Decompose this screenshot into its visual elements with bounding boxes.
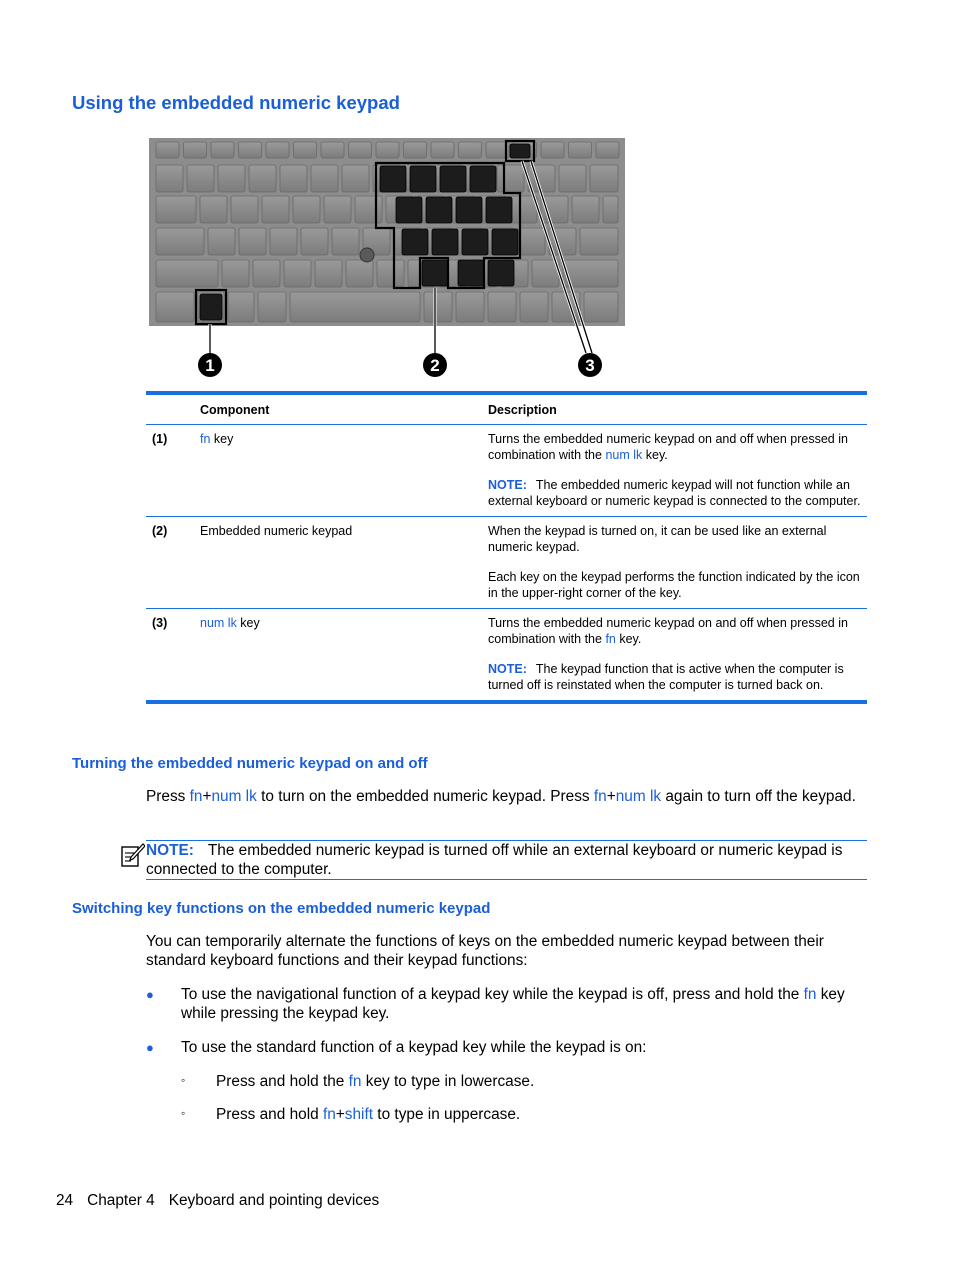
- row-description: Turns the embedded numeric keypad on and off when pressed in combination with the fn key. NOTE: The keypad function that is active when the computer is turned off is reinstated when the computer is turned back on.: [488, 616, 848, 692]
- keyboard-key: [324, 196, 351, 223]
- keyboard-key: [404, 142, 427, 158]
- keyboard-key: [280, 165, 307, 192]
- keyboard-key: [569, 142, 592, 158]
- row-description: When the keypad is turned on, it can be used like an external numeric keypad. Each key on the keypad performs the function indicated by the icon in the upper-right corner of the key.: [488, 524, 860, 600]
- circle-bullet-icon: ◦: [181, 1106, 186, 1120]
- keyboard-key: [208, 228, 235, 255]
- callout-3: [578, 353, 602, 377]
- section-heading-toggle: Turning the embedded numeric keypad on and off: [72, 755, 428, 772]
- keyboard-key: [262, 196, 289, 223]
- page-number: 24: [56, 1192, 74, 1209]
- keyboard-key: [431, 142, 454, 158]
- keyboard-key: [346, 260, 373, 287]
- keypad-key: [510, 144, 530, 158]
- keyboard-key: [349, 142, 372, 158]
- keypad-key: [396, 197, 422, 223]
- chapter-title: Keyboard and pointing devices: [168, 1192, 380, 1209]
- chapter-label: Chapter 4: [87, 1192, 155, 1209]
- keyboard-key: [187, 165, 214, 192]
- keyboard-key: [258, 292, 286, 322]
- keypad-key: [426, 197, 452, 223]
- svg-text:1: 1: [205, 356, 215, 375]
- table-row: [146, 517, 867, 609]
- note-icon: [117, 842, 145, 868]
- fn-key-term: fn: [200, 432, 211, 446]
- page-heading: Using the embedded numeric keypad: [72, 92, 400, 113]
- keyboard-key: [342, 165, 369, 192]
- row-component: fn key: [200, 432, 234, 446]
- note-label: NOTE:: [146, 842, 194, 859]
- table-bottom-rule: [146, 700, 867, 704]
- keyboard-key: [156, 228, 204, 255]
- keyboard-key: [156, 196, 196, 223]
- bullet-icon: ●: [146, 1040, 154, 1055]
- keypad-key: [456, 197, 482, 223]
- keyboard-key: [355, 196, 382, 223]
- keyboard-key: [510, 196, 537, 223]
- pointing-stick: [360, 248, 374, 262]
- keypad-key: [440, 166, 466, 192]
- note-box: [146, 840, 867, 880]
- keyboard-key: [249, 165, 276, 192]
- keyboard-key: [253, 260, 280, 287]
- keyboard-key: [321, 142, 344, 158]
- keyboard-key: [459, 142, 482, 158]
- header-description: Description: [488, 402, 557, 417]
- keyboard-key: [311, 165, 338, 192]
- keyboard-figure: [148, 138, 628, 383]
- keypad-key: [200, 294, 222, 320]
- keyboard-key: [284, 260, 311, 287]
- keyboard-key: [488, 292, 516, 322]
- keyboard-key: [239, 142, 262, 158]
- keyboard-key: [239, 228, 266, 255]
- switching-intro: You can temporarily alternate the functions of keys on the embedded numeric keypad between their standard keyboard functions and their keypad functions:: [146, 933, 824, 969]
- keyboard-key: [200, 196, 227, 223]
- note-label: NOTE:: [488, 662, 527, 676]
- header-component: Component: [200, 402, 270, 417]
- keyboard-key: [270, 228, 297, 255]
- keyboard-key: [218, 165, 245, 192]
- keypad-key: [410, 166, 436, 192]
- circle-bullet-icon: ◦: [181, 1073, 186, 1087]
- keyboard-key: [584, 292, 618, 322]
- keyboard-key: [596, 142, 619, 158]
- numlk-key-term: num lk: [200, 616, 237, 630]
- keyboard-key: [590, 165, 618, 192]
- keyboard-key: [315, 260, 342, 287]
- keyboard-key: [603, 196, 618, 223]
- keyboard-key: [156, 142, 179, 158]
- keypad-key: [402, 229, 428, 255]
- keyboard-key: [376, 142, 399, 158]
- row-number: (3): [152, 616, 168, 630]
- keypad-key: [462, 229, 488, 255]
- keyboard-key: [228, 292, 254, 322]
- page-footer: [56, 1192, 379, 1210]
- keyboard-key: [293, 196, 320, 223]
- section-heading-switching: Switching key functions on the embedded numeric keypad: [72, 900, 491, 917]
- row-number: (2): [152, 524, 168, 538]
- keyboard-key: [572, 196, 599, 223]
- keyboard-key: [266, 142, 289, 158]
- table-row: [146, 425, 867, 517]
- keyboard-key: [559, 165, 586, 192]
- svg-text:2: 2: [430, 356, 440, 375]
- row-description: Turns the embedded numeric keypad on and off when pressed in combination with the num lk key. NOTE: The embedded numeric keypad will not function while an external keyboard or numeric keypad is connected to the computer.: [488, 432, 861, 508]
- keyboard-key: [222, 260, 249, 287]
- keyboard-key: [424, 292, 452, 322]
- keyboard-key: [541, 142, 564, 158]
- keyboard-key: [332, 228, 359, 255]
- keyboard-key: [156, 165, 183, 192]
- keypad-key: [470, 166, 496, 192]
- keyboard-key: [518, 228, 545, 255]
- keypad-key: [432, 229, 458, 255]
- row-component: Embedded numeric keypad: [200, 524, 353, 538]
- keyboard-key: [456, 292, 484, 322]
- keyboard-key: [184, 142, 207, 158]
- keypad-key: [488, 260, 514, 286]
- keyboard-key: [290, 292, 420, 322]
- keyboard-key: [231, 196, 258, 223]
- svg-text:3: 3: [585, 356, 595, 375]
- keyboard-key: [156, 292, 194, 322]
- toggle-paragraph: Press fn+num lk to turn on the embedded numeric keypad. Press fn+num lk again to turn off the keypad.: [146, 788, 856, 805]
- keypad-key: [486, 197, 512, 223]
- keyboard-key: [580, 228, 618, 255]
- component-table: [146, 391, 867, 704]
- row-component: num lk key: [200, 616, 260, 630]
- row-number: (1): [152, 432, 168, 446]
- note-label: NOTE:: [488, 478, 527, 492]
- keypad-key: [492, 229, 518, 255]
- callout-2: [423, 353, 447, 377]
- callout-1: [198, 353, 222, 377]
- keyboard-key: [211, 142, 234, 158]
- keypad-key: [380, 166, 406, 192]
- keyboard-key: [520, 292, 548, 322]
- keyboard-key: [497, 165, 524, 192]
- note-text: The embedded numeric keypad is turned off while an external keyboard or numeric keypad is connected to the computer.: [146, 842, 843, 878]
- keyboard-key: [294, 142, 317, 158]
- keypad-key: [458, 260, 484, 286]
- table-header-row: [146, 395, 867, 425]
- keyboard-key: [377, 260, 404, 287]
- keypad-key: [422, 260, 448, 286]
- bullet-icon: ●: [146, 987, 154, 1002]
- keyboard-key: [301, 228, 328, 255]
- keyboard-key: [156, 260, 218, 287]
- table-row: [146, 609, 867, 700]
